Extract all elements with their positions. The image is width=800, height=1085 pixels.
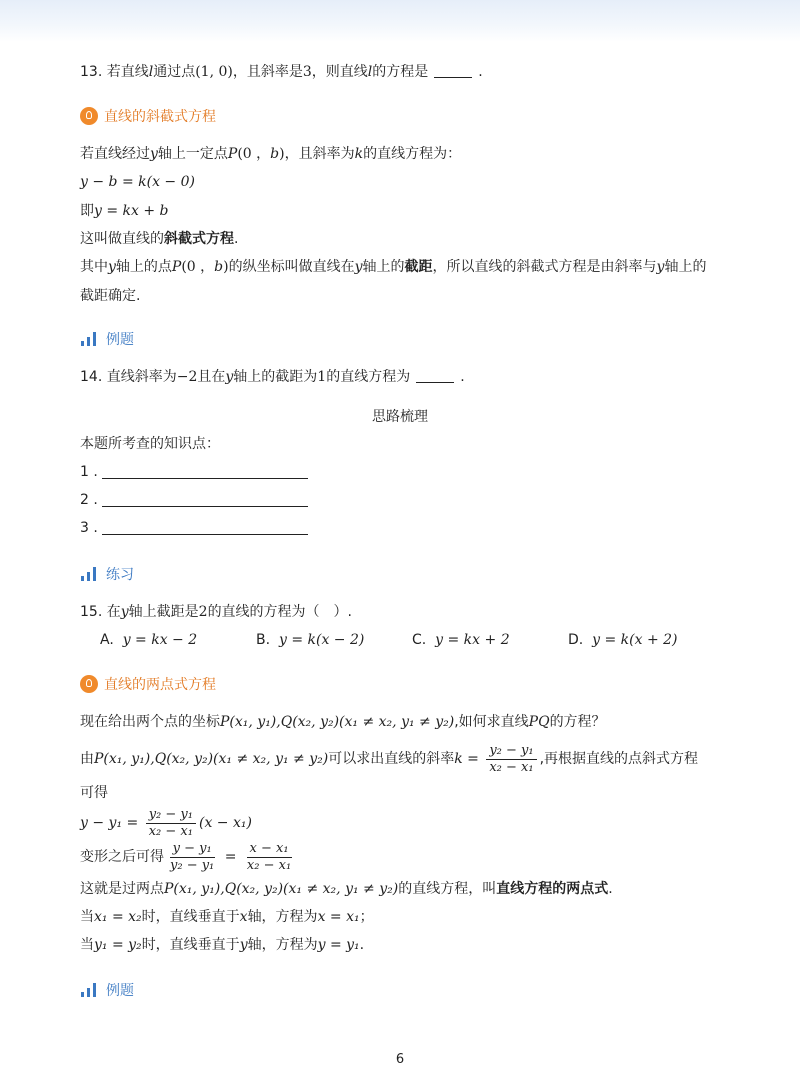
lightbulb-icon bbox=[80, 107, 98, 125]
question-13: 13. 若直线l通过点(1, 0)，且斜率是3，则直线l的方程是 . bbox=[80, 64, 483, 80]
knowledge-point-3: 3 . bbox=[80, 518, 308, 538]
option-d[interactable]: D. y = k(x + 2) bbox=[568, 632, 678, 648]
sec1-line1: 若直线经过y轴上一定点P(0 ，b)，且斜率为k的直线方程为： bbox=[80, 146, 462, 162]
section-heading-slope-intercept: 直线的斜截式方程 bbox=[80, 106, 216, 128]
sec1-line5: 其中y轴上的点P(0 ，b)的纵坐标叫做直线在y轴上的截距，所以直线的斜截式方程是由斜率与y轴上的 bbox=[80, 259, 707, 275]
sec2-line1: 现在给出两个点的坐标P(x₁, y₁),Q(x₂, y₂)(x₁ ≠ x₂, y₁ ≠ y₂),如何求直线PQ的方程？ bbox=[80, 714, 606, 730]
label-example-2: 例题 bbox=[80, 980, 134, 1002]
label-practice: 练习 bbox=[80, 564, 134, 586]
answer-blank[interactable] bbox=[416, 382, 454, 383]
option-a[interactable]: A. y = kx − 2 bbox=[100, 632, 198, 648]
answer-blank[interactable] bbox=[102, 478, 308, 479]
knowledge-point-2: 2 . bbox=[80, 490, 308, 510]
bar-chart-icon bbox=[80, 983, 98, 997]
sec1-line4: 这叫做直线的斜截式方程. bbox=[80, 231, 239, 247]
knowledge-point-1: 1 . bbox=[80, 462, 308, 482]
answer-blank[interactable] bbox=[102, 506, 308, 507]
option-c[interactable]: C. y = kx + 2 bbox=[412, 632, 510, 648]
sec1-line6: 截距确定. bbox=[80, 288, 141, 304]
question-15-options bbox=[100, 630, 724, 650]
page-number: 6 bbox=[395, 1052, 405, 1067]
slope-fraction: $\frac{\text{y₂ − y₁}}{\text{x₂ − x₁}}$ bbox=[486, 743, 536, 776]
label-example-1: 例题 bbox=[80, 329, 134, 351]
section-heading-two-point: 直线的两点式方程 bbox=[80, 674, 216, 696]
sec2-line6: 这就是过两点P(x₁, y₁),Q(x₂, y₂)(x₁ ≠ x₂, y₁ ≠ y₂)的直线方程，叫直线方程的两点式. bbox=[80, 881, 613, 897]
bar-chart-icon bbox=[80, 332, 98, 346]
formula-two-point-1: y − y₁ = $\frac{\text{y₂ − y₁}}{\text{x₂ − x₁}}$ (x − x₁) bbox=[80, 806, 252, 839]
answer-blank[interactable] bbox=[434, 77, 472, 78]
question-14: 14. 直线斜率为−2且在y轴上的截距为1的直线方程为 . bbox=[80, 369, 465, 385]
bar-chart-icon bbox=[80, 567, 98, 581]
formula-point-slope: y − b = k(x − 0) bbox=[80, 174, 195, 190]
option-b[interactable]: B. y = k(x − 2) bbox=[256, 632, 365, 648]
sec2-line8: 当y₁ = y₂时，直线垂直于y轴，方程为y = y₁. bbox=[80, 937, 365, 953]
knowledge-points-heading: 本题所考查的知识点： bbox=[80, 436, 220, 452]
question-15: 15. 在y轴上截距是2的直线的方程为（ ）. bbox=[80, 604, 353, 620]
sec2-line2: 由P(x₁, y₁),Q(x₂, y₂)(x₁ ≠ x₂, y₁ ≠ y₂)可以求出直线的斜率k = $\frac{\text{y₂ − y₁}}{\text{x₂ − x₁}}$ ,再根据直线的点斜式方程 bbox=[80, 742, 699, 775]
sec2-line7: 当x₁ = x₂时，直线垂直于x轴，方程为x = x₁； bbox=[80, 909, 374, 925]
formula-slope-intercept: 即y = kx + b bbox=[80, 203, 169, 219]
sec2-line3: 可得 bbox=[80, 785, 108, 801]
answer-blank[interactable] bbox=[102, 534, 308, 535]
page-header-band bbox=[0, 0, 800, 42]
thinking-outline-title: 思路梳理 bbox=[372, 409, 428, 425]
lightbulb-icon bbox=[80, 675, 98, 693]
formula-two-point-2: 变形之后可得 $\frac{\text{y − y₁}}{\text{y₂ − y₁}}$ = $\frac{\text{x − x₁}}{\text{x₂ − x₁}}$ bbox=[80, 840, 292, 873]
